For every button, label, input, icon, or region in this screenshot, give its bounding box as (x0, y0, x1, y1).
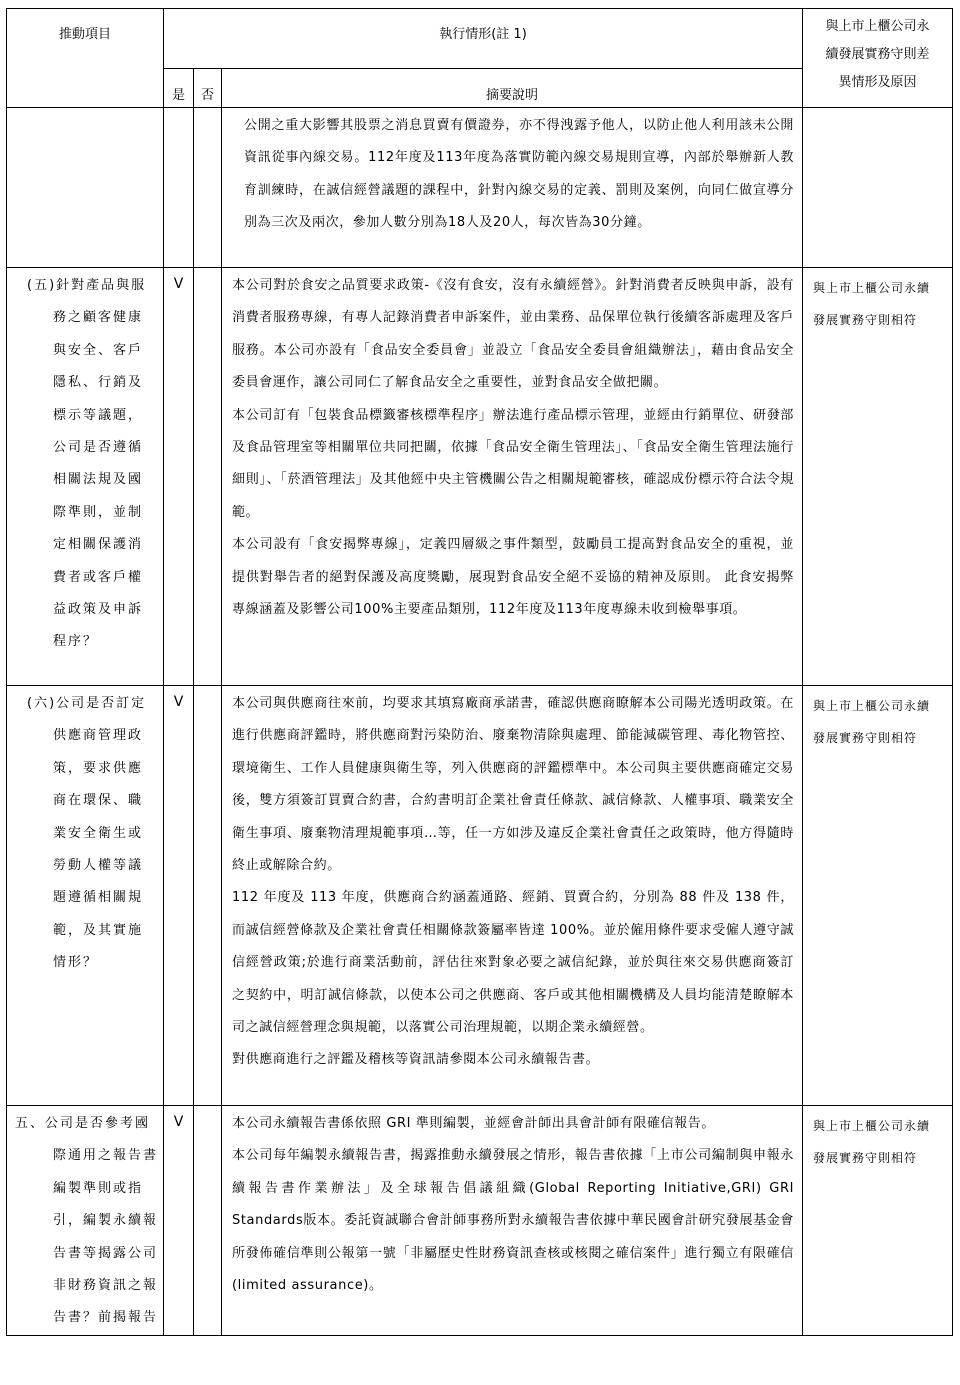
row-summary-cell (222, 1106, 803, 1336)
summary-paragraph: 本公司設有「食安揭弊專線」，定義四層級之事件類型，鼓勵員工提高對食品安全的重視，並提供對舉告者的絕對保護及高度獎勵，展現對食品安全絕不妥協的精神及原則。 此食安揭弊專線涵蓋及影響公司100%主要產品類別，112年度及113年度專線未收到檢舉事項。 (232, 537, 795, 618)
item-line: (六)公司是否訂定 (27, 696, 147, 711)
row-yes-cell (164, 1106, 194, 1336)
item-line: 五、公司是否參考國 (15, 1116, 151, 1131)
summary-paragraph: 本公司每年編製永續報告書，揭露推動永續發展之情形，報告書依據「上市公司編制與申報永續報告書作業辦法」及全球報告倡議組織(Global Reporting Initiative,GRI) GRI Standards版本。委託資誠聯合會計師事務所對永續報告書依據中華民國會計研究發展基金會所發佈確信準則公報第一號「非屬歷史性財務資訊查核或核閱之確信案件」進行獨立有限確信(limited assurance)。 (232, 1148, 795, 1294)
row-yes-cell (164, 686, 194, 1106)
sustainability-table (6, 8, 953, 1336)
row-summary-cell (222, 686, 803, 1106)
item-line: 告書等揭露公司 (53, 1245, 159, 1261)
row-diff-cell (803, 108, 953, 268)
yes-mark: V (173, 694, 184, 710)
row-yes-cell (164, 108, 194, 268)
diff-line: 發展實務守則相符 (813, 731, 918, 745)
diff-line: 發展實務守則相符 (813, 313, 918, 327)
row-diff-cell (803, 268, 953, 686)
header-summary (222, 69, 803, 108)
row-diff-cell (803, 686, 953, 1106)
header-no (194, 69, 222, 108)
header-diff-line: 續發展實務守則差 (825, 47, 930, 62)
summary-paragraph: 公開之重大影響其股票之消息買賣有價證券，亦不得洩露予他人，以防止他人利用該未公開資訊從事內線交易。112年度及113年度為落實防範內線交易規則宣導，內部於舉辦新人教育訓練時，在誠信經營議題的課程中，針對內線交易的定義、罰則及案例，向同仁做宣導分別為三次及兩次，參加人數分別為18人及20人，每次皆為30分鐘。 (244, 118, 795, 231)
item-line: 編製準則或指 (53, 1180, 144, 1196)
item-line: 相關法規及國 (53, 472, 144, 488)
item-line: 際準則，並制 (53, 504, 144, 520)
summary-paragraph: 本公司對於食安之品質要求政策-《沒有食安，沒有永續經營》。針對消費者反映與申訴，設有消費者服務專線，有專人記錄消費者申訴案件，並由業務、品保單位執行後續客訴處理及客戶服務。本公司亦設有「食品安全委員會」並設立「食品安全委員會組織辦法」，藉由食品安全委員會運作，讓公司同仁了解食品安全之重要性，並對食品安全做把關。 (232, 278, 795, 391)
header-item (7, 9, 164, 108)
summary-paragraph: 對供應商進行之評鑑及稽核等資訊請參閱本公司永續報告書。 (232, 1052, 600, 1068)
diff-line: 發展實務守則相符 (813, 1151, 918, 1165)
row-summary-cell (222, 268, 803, 686)
item-line: 隱私、行銷及 (53, 375, 144, 391)
yes-mark: V (173, 1114, 184, 1130)
summary-paragraph: 112 年度及 113 年度，供應商合約涵蓋通路、經銷、買賣合約，分別為 88 件及 138 件，而誠信經營條款及企業社會責任相關條款簽屬率皆達 100%。並於僱用條件要求受僱人遵守誠信經營政策;於進行商業活動前，評估往來對象必要之誠信紀錄，並於與往來交易供應商簽訂之契約中，明訂誠信條款，以使本公司之供應商、客戶或其他相關機構及人員均能清楚瞭解本司之誠信經營理念與規範，以落實公司治理規範，以期企業永續經營。 (232, 890, 795, 1036)
item-line: 際通用之報告書 (53, 1148, 159, 1164)
item-line: 勞動人權等議 (53, 858, 144, 874)
item-line: 定相關保護消 (53, 537, 144, 553)
item-line: 告書？前揭報告 (53, 1310, 159, 1326)
header-diff-line: 異情形及原因 (838, 75, 917, 90)
item-line: (五)針對產品與服 (27, 278, 147, 293)
row-no-cell (194, 1106, 222, 1336)
item-line: 程序？ (53, 634, 99, 650)
item-line: 題遵循相關規 (53, 890, 144, 906)
header-yes-label: 是 (171, 88, 185, 103)
header-exec-label: 執行情形(註 1) (439, 27, 527, 42)
diff-line: 與上市上櫃公司永續 (813, 699, 931, 713)
header-diff (803, 9, 953, 108)
row-yes-cell (164, 268, 194, 686)
item-line: 務之顧客健康 (53, 310, 144, 326)
item-line: 非財務資訊之報 (53, 1278, 159, 1294)
item-line: 標示等議題， (53, 407, 144, 423)
header-summary-label: 摘要說明 (486, 88, 539, 103)
row-summary-cell (222, 108, 803, 268)
header-diff-line: 與上市上櫃公司永 (825, 19, 930, 34)
row-no-cell (194, 108, 222, 268)
header-yes (164, 69, 194, 108)
item-line: 供應商管理政 (53, 728, 144, 744)
item-line: 公司是否遵循 (53, 440, 144, 456)
row-item-cell (7, 686, 164, 1106)
summary-paragraph: 本公司永續報告書係依照 GRI 準則編製，並經會計師出具會計師有限確信報告。 (232, 1116, 716, 1131)
row-item-cell (7, 268, 164, 686)
summary-paragraph: 本公司訂有「包裝食品標籤審核標準程序」辦法進行產品標示管理，並經由行銷單位、研發部及食品管理室等相關單位共同把關，依據「食品安全衛生管理法」、「食品安全衛生管理法施行細則」、「菸酒管理法」及其他經中央主管機關公告之相關規範審核，確認成份標示符合法令規範。 (232, 407, 795, 520)
header-no-label: 否 (200, 88, 214, 103)
row-item-cell (7, 108, 164, 268)
summary-paragraph: 本公司與供應商往來前，均要求其填寫廠商承諾書，確認供應商瞭解本公司陽光透明政策。在進行供應商評鑑時，將供應商對污染防治、廢棄物清除與處理、節能減碳管理、毒化物管控、環境衛生、工作人員健康與衛生等，列入供應商的評鑑標準中。本公司與主要供應商確定交易後，雙方須簽訂買賣合約書，合約書明訂企業社會責任條款、誠信條款、人權事項、職業安全衛生事項、廢棄物清理規範事項…等，任一方如涉及違反企業社會責任之政策時，他方得隨時終止或解除合約。 (232, 696, 795, 874)
row-diff-cell (803, 1106, 953, 1336)
item-line: 範，及其實施 (53, 922, 144, 938)
item-line: 費者或客戶權 (53, 569, 144, 585)
item-line: 益政策及申訴 (53, 602, 144, 618)
row-item-cell (7, 1106, 164, 1336)
yes-mark: V (173, 276, 184, 292)
item-line: 與安全、客戶 (53, 342, 144, 358)
item-line: 商在環保、職 (53, 793, 144, 809)
header-exec (164, 9, 803, 69)
item-line: 引，編製永續報 (53, 1213, 159, 1229)
item-line: 業安全衛生或 (53, 825, 144, 841)
diff-line: 與上市上櫃公司永續 (813, 281, 931, 295)
item-line: 情形？ (53, 955, 99, 971)
item-line: 策，要求供應 (53, 760, 144, 776)
row-no-cell (194, 686, 222, 1106)
row-no-cell (194, 268, 222, 686)
header-item-label: 推動項目 (58, 27, 111, 42)
diff-line: 與上市上櫃公司永續 (813, 1119, 931, 1133)
